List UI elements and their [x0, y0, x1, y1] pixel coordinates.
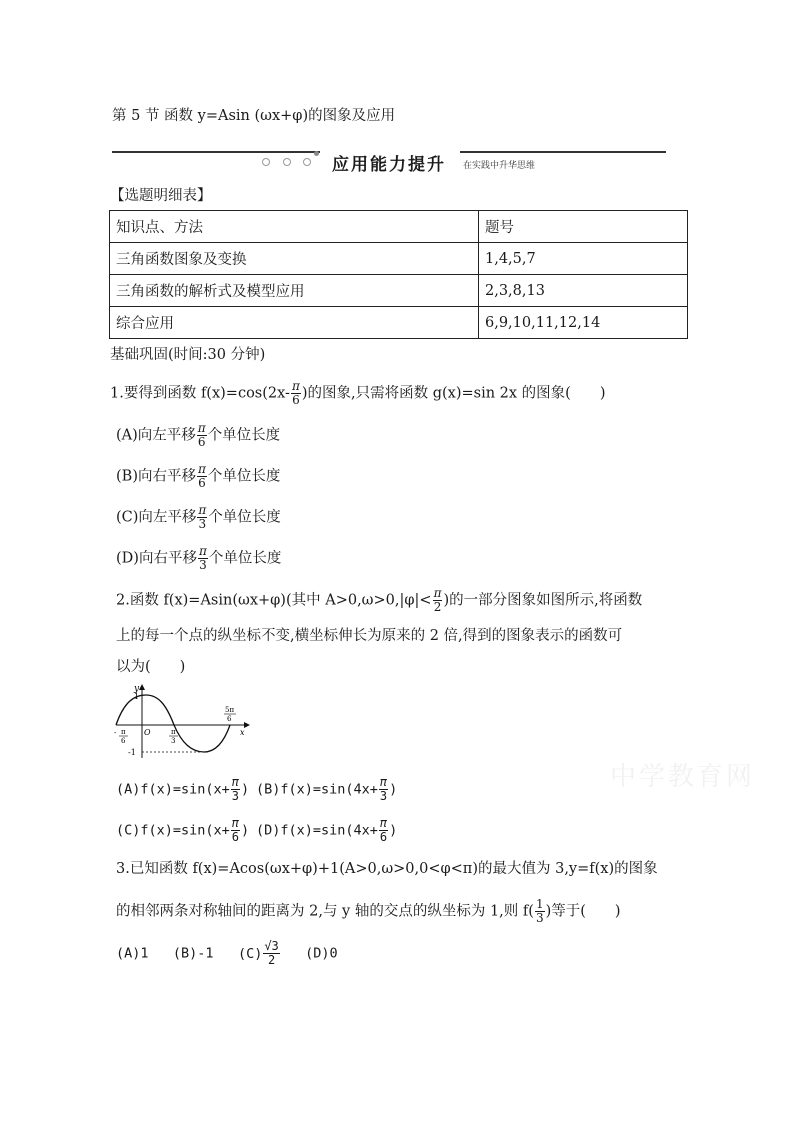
y-min-label: -1	[128, 748, 136, 757]
q1-option-b[interactable]: (B)向右平移 $\frac{\pi}{6}$ 个单位长度	[116, 462, 281, 490]
page-title: 第 5 节 函数 y=Asin (ωx+φ)的图象及应用	[112, 108, 396, 124]
x-right-num: 5π	[225, 706, 235, 714]
question-2-line-3: 以为( )	[116, 659, 186, 675]
fraction: $\frac{1}{3}$	[535, 897, 544, 925]
y-axis-label: y	[134, 684, 140, 694]
fraction: $\frac{\pi}{3}$	[198, 544, 207, 572]
banner-line-left	[112, 151, 320, 153]
selection-table	[109, 210, 688, 339]
question-2-line-1: 2.函数 f(x)=Asin(ωx+φ)(其中 A>0,ω>0,|φ|< $\frac{\pi}{2}$ )的一部分图象如图所示,将函数	[116, 586, 643, 614]
banner-dot	[303, 158, 311, 166]
table-caption: 【选题明细表】	[110, 188, 212, 204]
question-2-line-2: 上的每一个点的纵坐标不变,横坐标伸长为原来的 2 倍,得到的图象表示的函数可	[116, 628, 623, 644]
table-header-cell: 知识点、方法	[110, 211, 479, 243]
table-row	[110, 275, 688, 307]
sine-graph	[112, 682, 252, 762]
x-axis-label: x	[240, 728, 245, 737]
fraction: $\frac{√3}{2}$	[264, 939, 279, 967]
question-3-line-2: 的相邻两条对称轴间的距离为 2,与 y 轴的交点的纵坐标为 1,则 f( $\frac{1}{3}$ )等于( )	[116, 897, 621, 925]
table-cell: 三角函数的解析式及模型应用	[110, 275, 479, 307]
q1-option-a[interactable]: (A)向左平移 $\frac{\pi}{6}$ 个单位长度	[116, 421, 281, 449]
x-left-den: 6	[121, 737, 126, 745]
table-cell: 综合应用	[110, 307, 479, 339]
banner-dot	[283, 158, 291, 166]
table-cell: 三角函数图象及变换	[110, 243, 479, 275]
x-right-den: 6	[227, 715, 232, 723]
q1-option-d[interactable]: (D)向右平移 $\frac{\pi}{3}$ 个单位长度	[116, 544, 282, 572]
table-row	[110, 307, 688, 339]
q2-option-c[interactable]: (C)f(x)=sin(x+ $\frac{\pi}{6}$ )	[116, 816, 250, 844]
table-cell: 1,4,5,7	[479, 243, 688, 275]
q2-option-b[interactable]: (B)f(x)=sin(4x+ $\frac{\pi}{3}$ )	[256, 775, 398, 803]
table-header-cell: 题号	[479, 211, 688, 243]
x-mid-den: 3	[171, 737, 176, 745]
table-row	[110, 243, 688, 275]
fraction: $\frac{\pi}{6}$	[291, 379, 300, 407]
q3-options	[116, 940, 338, 967]
x-left-sign: -	[114, 729, 117, 737]
banner-title: 应用能力提升	[332, 155, 446, 175]
q3-option-b[interactable]: (B)-1	[172, 945, 214, 962]
banner-subtitle: 在实践中升华思维	[463, 161, 536, 171]
y-max-label: 1	[134, 692, 140, 701]
x-left-num: π	[121, 728, 126, 736]
q3-option-c[interactable]: (C) $\frac{√3}{2}$	[237, 939, 279, 967]
fraction: $\frac{\pi}{2}$	[433, 586, 442, 614]
table-header-row	[110, 211, 688, 243]
section-heading: 基础巩固(时间:30 分钟)	[110, 347, 266, 363]
fraction: $\frac{\pi}{6}$	[231, 816, 240, 844]
origin-label: O	[144, 728, 151, 737]
x-axis-arrow	[244, 722, 250, 728]
q1-option-c[interactable]: (C)向左平移 $\frac{\pi}{3}$ 个单位长度	[116, 503, 281, 531]
q2-option-d[interactable]: (D)f(x)=sin(4x+ $\frac{\pi}{6}$ )	[256, 816, 398, 844]
banner-dot	[314, 151, 319, 156]
q2-option-a[interactable]: (A)f(x)=sin(x+ $\frac{\pi}{3}$ )	[116, 775, 250, 803]
fraction: $\frac{\pi}{6}$	[197, 421, 206, 449]
q3-option-d[interactable]: (D)0	[305, 945, 338, 962]
table-cell: 6,9,10,11,12,14	[479, 307, 688, 339]
banner-dot	[262, 158, 270, 166]
fraction: $\frac{\pi}{6}$	[197, 462, 206, 490]
question-1-stem	[110, 380, 606, 407]
fraction: $\frac{\pi}{3}$	[198, 503, 207, 531]
q1-stem-post: )的图象,只需将函数 g(x)=sin 2x 的图象( )	[301, 385, 606, 402]
question-3-line-1: 3.已知函数 f(x)=Acos(ωx+φ)+1(A>0,ω>0,0<φ<π)的最大值为 3,y=f(x)的图象	[116, 861, 658, 877]
x-mid-num: π	[171, 728, 176, 736]
q3-option-a[interactable]: (A)1	[116, 945, 149, 962]
fraction: $\frac{\pi}{3}$	[231, 775, 240, 803]
watermark: 中学教育网	[610, 762, 756, 792]
y-axis-arrow	[139, 684, 145, 690]
q1-stem-pre: 1.要得到函数 f(x)=cos(2x-	[110, 385, 290, 402]
fraction: $\frac{\pi}{3}$	[379, 775, 388, 803]
table-cell: 2,3,8,13	[479, 275, 688, 307]
banner-line-right	[460, 151, 666, 153]
fraction: $\frac{\pi}{6}$	[379, 816, 388, 844]
